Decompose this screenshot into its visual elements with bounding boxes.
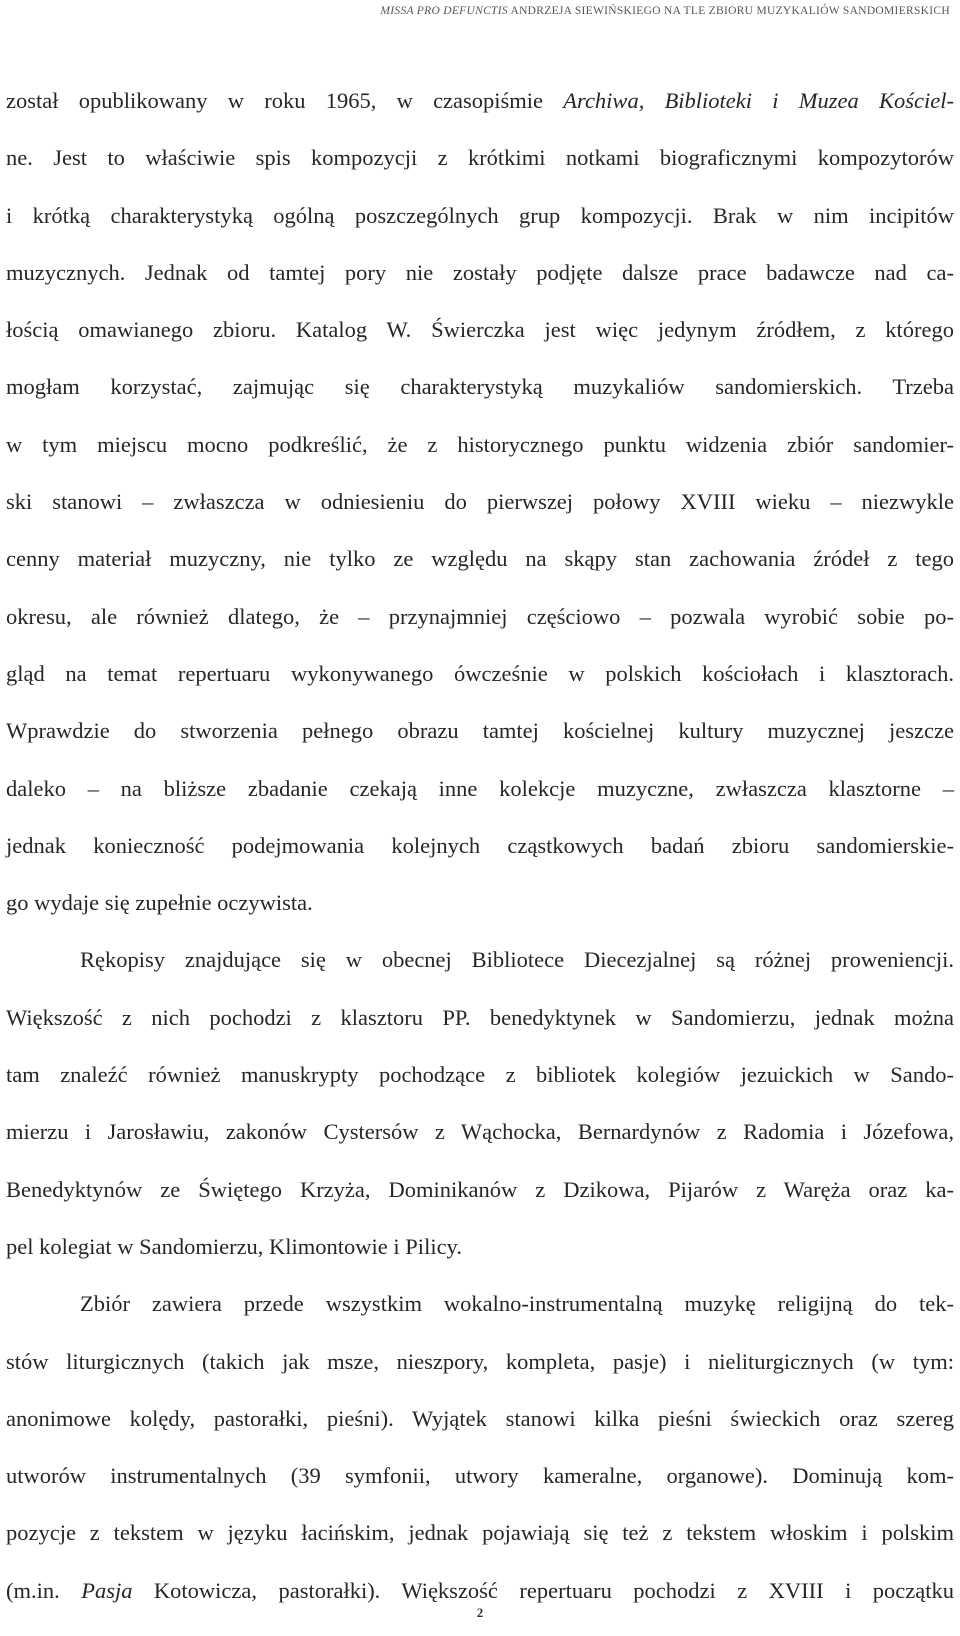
text-line: gląd na temat repertuaru wykonywanego ówcześnie w polskich kościołach i klasztorach. <box>6 660 954 686</box>
text-line: stów liturgicznych (takich jak msze, nieszpory, kompleta, pasje) i nieliturgicznych (w tym: <box>6 1348 954 1374</box>
text-line: daleko – na bliższe zbadanie czekają inne kolekcje muzyczne, zwłaszcza klasztorne – <box>6 775 954 801</box>
text-line: łością omawianego zbioru. Katalog W. Świerczka jest więc jedynym źródłem, z którego <box>6 317 954 343</box>
text-line: jednak konieczność podejmowania kolejnych cząstkowych badań zbioru sandomierskie- <box>6 832 954 858</box>
text-line: Większość z nich pochodzi z klasztoru PP. benedyktynek w Sandomierzu, jednak można <box>6 1004 954 1030</box>
page-number: 2 <box>476 1605 484 1620</box>
text-line: ski stanowi – zwłaszcza w odniesieniu do pierwszej połowy XVIII wieku – niezwykle <box>6 489 954 515</box>
text-line: (m.in. Pasja Kotowicza, pastorałki). Większość repertuaru pochodzi z XVIII i początku <box>6 1577 954 1603</box>
text-line: utworów instrumentalnych (39 symfonii, utwory kameralne, organowe). Dominują kom- <box>6 1463 954 1489</box>
text-line: cenny materiał muzyczny, nie tylko ze względu na skąpy stan zachowania źródeł z tego <box>6 546 954 572</box>
text-line: mogłam korzystać, zajmując się charakterystyką muzykaliów sandomierskich. Trzeba <box>6 374 954 400</box>
work-title-pasja: Pasja <box>81 1577 133 1603</box>
text-line: pozycje z tekstem w języku łacińskim, jednak pojawiają się też z tekstem włoskim i polskim <box>6 1520 954 1546</box>
text-line: ne. Jest to właściwie spis kompozycji z krótkimi notkami biograficznymi kompozytorów <box>6 145 954 171</box>
text-line-paragraph-start: Rękopisy znajdujące się w obecnej Bibliotece Diecezjalnej są różnej proweniencji. <box>80 947 954 973</box>
text-line: tam znaleźć również manuskrypty pochodzące z bibliotek kolegiów jezuickich w Sando- <box>6 1062 954 1088</box>
running-header <box>10 5 950 17</box>
text-line: anonimowe kolędy, pastorałki, pieśni). Wyjątek stanowi kilka pieśni świeckich oraz szereg <box>6 1405 954 1431</box>
text-line: został opublikowany w roku 1965, w czasopiśmie Archiwa, Biblioteki i Muzea Kościel- <box>6 88 954 113</box>
text-line: muzycznych. Jednak od tamtej pory nie zostały podjęte dalsze prace badawcze nad ca- <box>6 259 954 285</box>
text-line: okresu, ale również dlatego, że – przynajmniej częściowo – pozwala wyrobić sobie po- <box>6 603 954 629</box>
journal-title: Archiwa, Biblioteki i Muzea Kościel- <box>563 88 954 113</box>
text-line-paragraph-start: Zbiór zawiera przede wszystkim wokalno-instrumentalną muzykę religijną do tek- <box>80 1291 954 1317</box>
text-line: go wydaje się zupełnie oczywista. <box>6 890 313 916</box>
body-text <box>6 72 954 1619</box>
text-line: Wprawdzie do stworzenia pełnego obrazu tamtej kościelnej kultury muzycznej jeszcze <box>6 718 954 744</box>
text-line: mierzu i Jarosławiu, zakonów Cystersów z Wąchocka, Bernardynów z Radomia i Józefowa, <box>6 1119 954 1145</box>
running-header-title: ANDRZEJA SIEWIŃSKIEGO NA TLE ZBIORU MUZYKALIÓW SANDOMIERSKICH <box>507 5 950 17</box>
text-line: w tym miejscu mocno podkreślić, że z historycznego punktu widzenia zbiór sandomier- <box>6 431 954 457</box>
text-line: Benedyktynów ze Świętego Krzyża, Dominikanów z Dzikowa, Pijarów z Waręża oraz ka- <box>6 1176 954 1202</box>
running-header-title-italic: MISSA PRO DEFUNCTIS <box>380 5 508 17</box>
text-line: i krótką charakterystyką ogólną poszczególnych grup kompozycji. Brak w nim incipitów <box>6 202 954 228</box>
text-line: pel kolegiat w Sandomierzu, Klimontowie i Pilicy. <box>6 1233 462 1259</box>
